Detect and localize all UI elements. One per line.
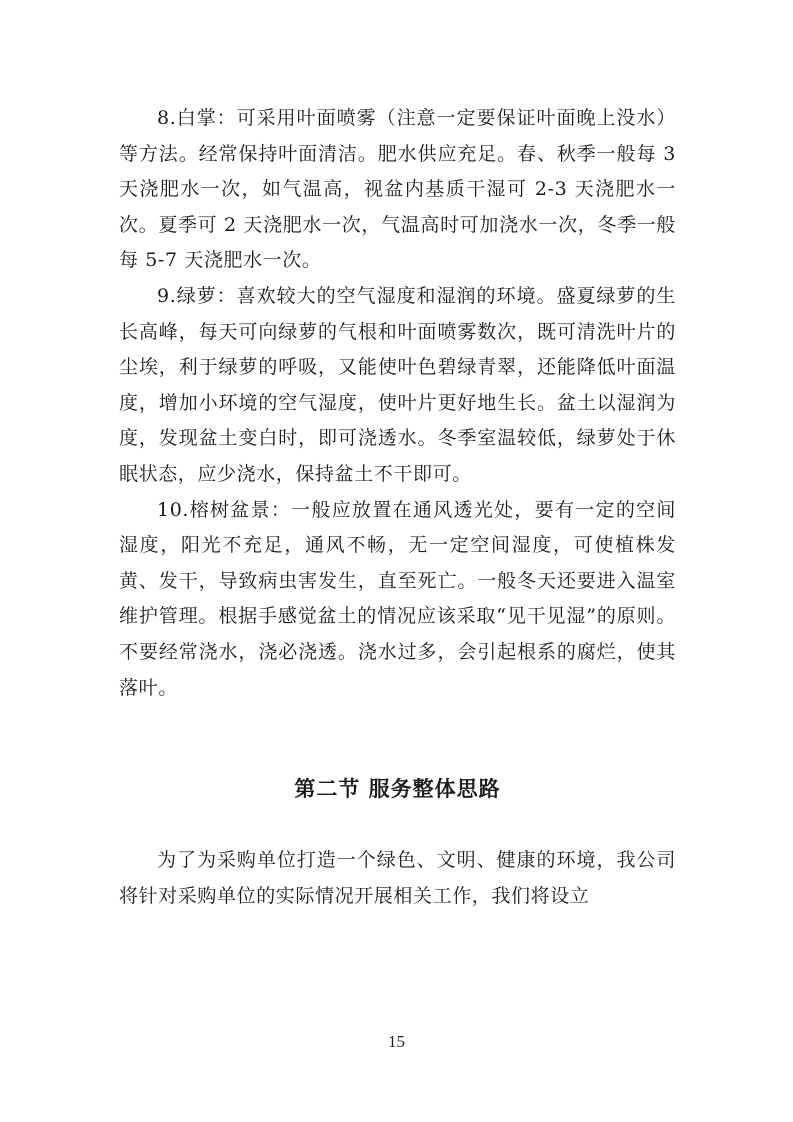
document-page [119,101,676,914]
page-number: 15 [388,1032,405,1051]
paragraph-rong-shu: 10.榕树盆景：一般应放置在通风透光处，要有一定的空间湿度，阳光不充足，通风不畅，无一定空间湿度，可使植株发黄、发干，导致病虫害发生，直至死亡。一般冬天还要进入温室维护管理。根据手感觉盆土的情况应该采取“见干见湿”的原则。不要经常浇水，浇必浇透。浇水过多，会引起根系的腐烂，使其落叶。 [119,498,676,699]
section-heading: 第二节 服务整体思路 [294,777,501,802]
paragraph-bai-zhang: 8.白掌：可采用叶面喷雾（注意一定要保证叶面晚上没水）等方法。经常保持叶面清洁。肥水供应充足。春、秋季一般每 3 天浇肥水一次，如气温高，视盆内基质干湿可 2-3 天浇肥水一次。夏季可 2 天浇肥水一次，气温高时可加浇水一次，冬季一般每 5-7 天浇肥水一次。 [119,107,676,272]
section-paragraph: 为了为采购单位打造一个绿色、文明、健康的环境，我公司将针对采购单位的实际情况开展相关工作，我们将设立 [119,849,676,907]
paragraph-lv-luo: 9.绿萝：喜欢较大的空气湿度和湿润的环境。盛夏绿萝的生长高峰，每天可向绿萝的气根和叶面喷雾数次，既可清洗叶片的尘埃，利于绿萝的呼吸，又能使叶色碧绿青翠，还能降低叶面温度，增加小环境的空气湿度，使叶片更好地生长。盆土以湿润为度，发现盆土变白时，即可浇透水。冬季室温较低，绿萝处于休眠状态，应少浇水，保持盆土不干即可。 [119,284,676,485]
